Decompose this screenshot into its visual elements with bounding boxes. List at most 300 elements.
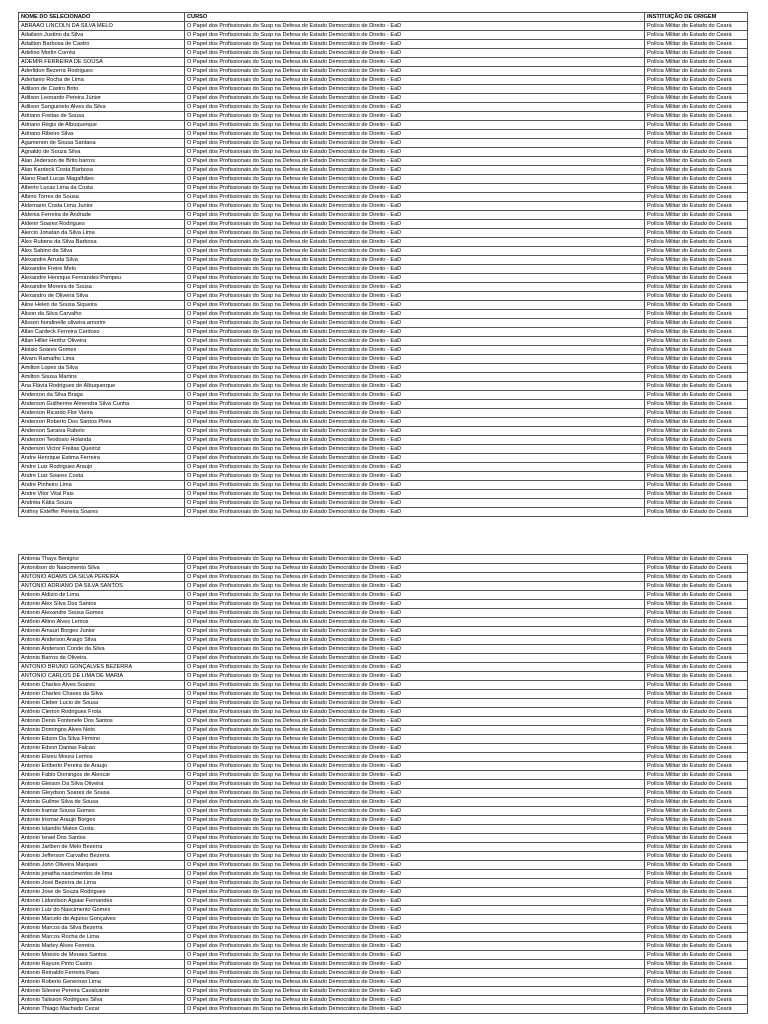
table-row [19, 40, 748, 49]
table-row [19, 564, 748, 573]
table-row [19, 76, 748, 85]
header-instituicao: INSTITUIÇÃO DE ORIGEM [645, 13, 748, 22]
cell-instituicao: Polícia Militar do Estado do Ceará [645, 121, 748, 130]
cell-curso: O Papel dos Profissionais do Susp na Defesa do Estado Democrático de Direito - EaD [185, 409, 645, 418]
cell-curso: O Papel dos Profissionais do Susp na Defesa do Estado Democrático de Direito - EaD [185, 265, 645, 274]
cell-nome: Antonio Talisson Rodrigues Silva [19, 996, 185, 1005]
table-row [19, 762, 748, 771]
cell-instituicao: Polícia Militar do Estado do Ceará [645, 924, 748, 933]
cell-nome: Antonio Alex Silva Dos Santos [19, 600, 185, 609]
cell-curso: O Papel dos Profissionais do Susp na Defesa do Estado Democrático de Direito - EaD [185, 94, 645, 103]
table-row [19, 645, 748, 654]
table-row [19, 582, 748, 591]
cell-instituicao: Polícia Militar do Estado do Ceará [645, 582, 748, 591]
cell-instituicao: Polícia Militar do Estado do Ceará [645, 618, 748, 627]
table-row [19, 58, 748, 67]
cell-instituicao: Polícia Militar do Estado do Ceará [645, 573, 748, 582]
cell-instituicao: Polícia Militar do Estado do Ceará [645, 933, 748, 942]
cell-instituicao: Polícia Militar do Estado do Ceará [645, 472, 748, 481]
table-row [19, 816, 748, 825]
table-row [19, 699, 748, 708]
cell-curso: O Papel dos Profissionais do Susp na Defesa do Estado Democrático de Direito - EaD [185, 987, 645, 996]
cell-curso: O Papel dos Profissionais do Susp na Defesa do Estado Democrático de Direito - EaD [185, 238, 645, 247]
cell-nome: Antônio Altino Alves Lemos [19, 618, 185, 627]
cell-nome: Alvaro Ramalho Lima [19, 355, 185, 364]
cell-instituicao: Polícia Militar do Estado do Ceará [645, 798, 748, 807]
cell-nome: Alercio Jonatan da Silva Lima [19, 229, 185, 238]
cell-instituicao: Polícia Militar do Estado do Ceará [645, 373, 748, 382]
table-row [19, 157, 748, 166]
cell-curso: O Papel dos Profissionais do Susp na Defesa do Estado Democrático de Direito - EaD [185, 924, 645, 933]
cell-instituicao: Polícia Militar do Estado do Ceará [645, 445, 748, 454]
cell-nome: Antonio Thiago Machado Cezar [19, 1005, 185, 1014]
cell-instituicao: Polícia Militar do Estado do Ceará [645, 148, 748, 157]
cell-nome: Adriano Ribeiro Silva [19, 130, 185, 139]
cell-curso: O Papel dos Profissionais do Susp na Defesa do Estado Democrático de Direito - EaD [185, 879, 645, 888]
cell-instituicao: Polícia Militar do Estado do Ceará [645, 654, 748, 663]
cell-curso: O Papel dos Profissionais do Susp na Defesa do Estado Democrático de Direito - EaD [185, 472, 645, 481]
cell-instituicao: Polícia Militar do Estado do Ceará [645, 490, 748, 499]
cell-instituicao: Polícia Militar do Estado do Ceará [645, 861, 748, 870]
cell-curso: O Papel dos Profissionais do Susp na Defesa do Estado Democrático de Direito - EaD [185, 744, 645, 753]
cell-curso: O Papel dos Profissionais do Susp na Defesa do Estado Democrático de Direito - EaD [185, 121, 645, 130]
cell-instituicao: Polícia Militar do Estado do Ceará [645, 256, 748, 265]
cell-nome: Aldenir Soares Rodrigues [19, 220, 185, 229]
table-row [19, 130, 748, 139]
cell-nome: Alisson hondinelle oliveira amorim [19, 319, 185, 328]
cell-nome: Antonio Charles Chaves da Silva [19, 690, 185, 699]
cell-instituicao: Polícia Militar do Estado do Ceará [645, 85, 748, 94]
cell-curso: O Papel dos Profissionais do Susp na Defesa do Estado Democrático de Direito - EaD [185, 654, 645, 663]
cell-curso: O Papel dos Profissionais do Susp na Defesa do Estado Democrático de Direito - EaD [185, 843, 645, 852]
cell-instituicao: Polícia Militar do Estado do Ceará [645, 771, 748, 780]
cell-nome: Adriano Régis de Albuquerque [19, 121, 185, 130]
cell-nome: ANTONIO BRUNO GONÇALVES BEZERRA [19, 663, 185, 672]
cell-nome: Antonio Edson Dantas Falcao [19, 744, 185, 753]
cell-curso: O Papel dos Profissionais do Susp na Defesa do Estado Democrático de Direito - EaD [185, 717, 645, 726]
cell-curso: O Papel dos Profissionais do Susp na Defesa do Estado Democrático de Direito - EaD [185, 699, 645, 708]
cell-curso: O Papel dos Profissionais do Susp na Defesa do Estado Democrático de Direito - EaD [185, 328, 645, 337]
table-row [19, 337, 748, 346]
cell-curso: O Papel dos Profissionais do Susp na Defesa do Estado Democrático de Direito - EaD [185, 555, 645, 564]
cell-nome: Alano Rael Lucas Magalhães [19, 175, 185, 184]
table-row [19, 915, 748, 924]
cell-instituicao: Polícia Militar do Estado do Ceará [645, 40, 748, 49]
cell-nome: Antonio Marcos da Silva Bezerra [19, 924, 185, 933]
cell-instituicao: Polícia Militar do Estado do Ceará [645, 906, 748, 915]
cell-nome: Antonio Alexandre Sousa Gomes [19, 609, 185, 618]
cell-nome: Anderson Guilherme Almendra Silva Cunha [19, 400, 185, 409]
cell-instituicao: Polícia Militar do Estado do Ceará [645, 897, 748, 906]
table-row [19, 67, 748, 76]
cell-curso: O Papel dos Profissionais do Susp na Defesa do Estado Democrático de Direito - EaD [185, 978, 645, 987]
table-row [19, 690, 748, 699]
cell-nome: Alexandre Henrique Fernandes Pompeu [19, 274, 185, 283]
cell-curso: O Papel dos Profissionais do Susp na Defesa do Estado Democrático de Direito - EaD [185, 130, 645, 139]
table-row [19, 825, 748, 834]
cell-curso: O Papel dos Profissionais do Susp na Defesa do Estado Democrático de Direito - EaD [185, 220, 645, 229]
cell-curso: O Papel dos Profissionais do Susp na Defesa do Estado Democrático de Direito - EaD [185, 771, 645, 780]
cell-nome: Alan Jederson de Brito barros [19, 157, 185, 166]
cell-instituicao: Polícia Militar do Estado do Ceará [645, 753, 748, 762]
cell-nome: Anderson Saraiva Rabelo [19, 427, 185, 436]
table-row [19, 265, 748, 274]
cell-curso: O Papel dos Profissionais do Susp na Defesa do Estado Democrático de Direito - EaD [185, 148, 645, 157]
cell-nome: Anderson Roberto Dos Santos Pires [19, 418, 185, 427]
header-curso: CURSO [185, 13, 645, 22]
table-row [19, 888, 748, 897]
table-row [19, 942, 748, 951]
cell-nome: Antonio Luiz do Nascimento Gomes [19, 906, 185, 915]
cell-curso: O Papel dos Profissionais do Susp na Defesa do Estado Democrático de Direito - EaD [185, 157, 645, 166]
selected-list-table-2 [18, 554, 748, 1014]
cell-instituicao: Polícia Militar do Estado do Ceará [645, 942, 748, 951]
cell-nome: Antonio Roberio Generoso Lima [19, 978, 185, 987]
cell-instituicao: Polícia Militar do Estado do Ceará [645, 337, 748, 346]
table-row [19, 481, 748, 490]
cell-nome: ANTONIO ADAMS DA SILVA PEREIRA [19, 573, 185, 582]
table-row [19, 373, 748, 382]
cell-nome: Antonio Edson Da Silva Firmino [19, 735, 185, 744]
cell-curso: O Papel dos Profissionais do Susp na Defesa do Estado Democrático de Direito - EaD [185, 618, 645, 627]
cell-nome: Antonio Fabio Domingos de Alencar [19, 771, 185, 780]
cell-nome: Alan Kardeck Costa Barbosa [19, 166, 185, 175]
cell-nome: Andréia Kátia Souza [19, 499, 185, 508]
cell-instituicao: Polícia Militar do Estado do Ceará [645, 807, 748, 816]
cell-curso: O Papel dos Profissionais do Susp na Defesa do Estado Democrático de Direito - EaD [185, 292, 645, 301]
cell-instituicao: Polícia Militar do Estado do Ceará [645, 816, 748, 825]
table-row [19, 933, 748, 942]
cell-instituicao: Polícia Militar do Estado do Ceará [645, 319, 748, 328]
table-row [19, 870, 748, 879]
cell-nome: Agnaldo de Souza Silva [19, 148, 185, 157]
table-row [19, 924, 748, 933]
cell-nome: Aldenia Ferreira de Andrade [19, 211, 185, 220]
cell-curso: O Papel dos Profissionais do Susp na Defesa do Estado Democrático de Direito - EaD [185, 870, 645, 879]
cell-instituicao: Polícia Militar do Estado do Ceará [645, 274, 748, 283]
cell-instituicao: Polícia Militar do Estado do Ceará [645, 699, 748, 708]
table-row [19, 717, 748, 726]
cell-nome: Antonio Charles Alves Soares [19, 681, 185, 690]
cell-curso: O Papel dos Profissionais do Susp na Defesa do Estado Democrático de Direito - EaD [185, 942, 645, 951]
cell-instituicao: Polícia Militar do Estado do Ceará [645, 843, 748, 852]
cell-curso: O Papel dos Profissionais do Susp na Defesa do Estado Democrático de Direito - EaD [185, 681, 645, 690]
cell-instituicao: Polícia Militar do Estado do Ceará [645, 436, 748, 445]
cell-nome: Antonio Irismar Araujo Borges [19, 816, 185, 825]
cell-instituicao: Polícia Militar do Estado do Ceará [645, 960, 748, 969]
cell-curso: O Papel dos Profissionais do Susp na Defesa do Estado Democrático de Direito - EaD [185, 582, 645, 591]
table-row [19, 627, 748, 636]
cell-nome: ANTONIO ADRIANO DA SILVA SANTOS [19, 582, 185, 591]
cell-nome: Antonio Aldizio de Lima [19, 591, 185, 600]
cell-curso: O Papel dos Profissionais do Susp na Defesa do Estado Democrático de Direito - EaD [185, 58, 645, 67]
cell-curso: O Papel dos Profissionais do Susp na Defesa do Estado Democrático de Direito - EaD [185, 1005, 645, 1014]
cell-curso: O Papel dos Profissionais do Susp na Defesa do Estado Democrático de Direito - EaD [185, 229, 645, 238]
table-row [19, 672, 748, 681]
table-row [19, 753, 748, 762]
table-row [19, 708, 748, 717]
cell-curso: O Papel dos Profissionais do Susp na Defesa do Estado Democrático de Direito - EaD [185, 861, 645, 870]
cell-nome: Albino Torres de Sousa [19, 193, 185, 202]
cell-nome: Aderildon Bezerra Rodrigues [19, 67, 185, 76]
cell-nome: Antonio Jarlben de Melo Bezerra [19, 843, 185, 852]
cell-nome: Adailson Justino da Silva [19, 31, 185, 40]
cell-instituicao: Polícia Militar do Estado do Ceará [645, 1005, 748, 1014]
cell-nome: Antonio Rayure Pinto Castro [19, 960, 185, 969]
cell-nome: Antonio Islandio Matos Costa [19, 825, 185, 834]
cell-nome: Anderson Ricardo Flor Vieira [19, 409, 185, 418]
cell-nome: Antonio Elizeu Moura Lemos [19, 753, 185, 762]
cell-curso: O Papel dos Profissionais do Susp na Defesa do Estado Democrático de Direito - EaD [185, 445, 645, 454]
cell-curso: O Papel dos Profissionais do Susp na Defesa do Estado Democrático de Direito - EaD [185, 454, 645, 463]
table-row [19, 418, 748, 427]
cell-curso: O Papel dos Profissionais do Susp na Defesa do Estado Democrático de Direito - EaD [185, 807, 645, 816]
table-row [19, 121, 748, 130]
table-row [19, 445, 748, 454]
cell-nome: Antônio Marcos Rocha de Lima [19, 933, 185, 942]
cell-curso: O Papel dos Profissionais do Susp na Defesa do Estado Democrático de Direito - EaD [185, 319, 645, 328]
cell-curso: O Papel dos Profissionais do Susp na Defesa do Estado Democrático de Direito - EaD [185, 436, 645, 445]
table-row [19, 85, 748, 94]
cell-nome: Amilton Lopes da Silva [19, 364, 185, 373]
table-row [19, 555, 748, 564]
cell-instituicao: Polícia Militar do Estado do Ceará [645, 112, 748, 121]
cell-nome: Antonio Reinaldo Ferreira Paes [19, 969, 185, 978]
cell-curso: O Papel dos Profissionais do Susp na Defesa do Estado Democrático de Direito - EaD [185, 564, 645, 573]
cell-nome: Antonio jonatha nascimentos de lima [19, 870, 185, 879]
table-row [19, 978, 748, 987]
cell-curso: O Papel dos Profissionais do Susp na Defesa do Estado Democrático de Direito - EaD [185, 112, 645, 121]
cell-nome: Anderson da Silva Braga [19, 391, 185, 400]
cell-instituicao: Polícia Militar do Estado do Ceará [645, 238, 748, 247]
table-row [19, 472, 748, 481]
cell-nome: Aldemario Costa Lima Junior [19, 202, 185, 211]
cell-nome: Antonio Israel Dos Santos [19, 834, 185, 843]
cell-nome: Andre Henrique Estima Ferreira [19, 454, 185, 463]
cell-instituicao: Polícia Militar do Estado do Ceará [645, 564, 748, 573]
cell-nome: Alex Sabino da Silva [19, 247, 185, 256]
table-row [19, 148, 748, 157]
table-row [19, 400, 748, 409]
table-row [19, 499, 748, 508]
table-row [19, 49, 748, 58]
cell-curso: O Papel dos Profissionais do Susp na Defesa do Estado Democrático de Direito - EaD [185, 825, 645, 834]
cell-nome: Antonio Sileone Pereira Cavalcante [19, 987, 185, 996]
cell-nome: Alexandre Moreira de Sousa [19, 283, 185, 292]
table-row [19, 283, 748, 292]
table-row [19, 780, 748, 789]
cell-curso: O Papel dos Profissionais do Susp na Defesa do Estado Democrático de Direito - EaD [185, 103, 645, 112]
table-row [19, 238, 748, 247]
table-row [19, 618, 748, 627]
cell-curso: O Papel dos Profissionais do Susp na Defesa do Estado Democrático de Direito - EaD [185, 627, 645, 636]
table-row [19, 94, 748, 103]
table-row [19, 789, 748, 798]
table-row [19, 681, 748, 690]
cell-instituicao: Polícia Militar do Estado do Ceará [645, 94, 748, 103]
table-row [19, 274, 748, 283]
cell-curso: O Papel dos Profissionais do Susp na Defesa do Estado Democrático de Direito - EaD [185, 31, 645, 40]
cell-nome: Antonilson do Nascimento Silva [19, 564, 185, 573]
cell-nome: Anderson Teodosio Holanda [19, 436, 185, 445]
table-row [19, 969, 748, 978]
cell-nome: Antonio Denis Fontenele Dos Santos [19, 717, 185, 726]
cell-instituicao: Polícia Militar do Estado do Ceará [645, 76, 748, 85]
cell-nome: Antonio Erilberto Pereira de Araujo [19, 762, 185, 771]
cell-curso: O Papel dos Profissionais do Susp na Defesa do Estado Democrático de Direito - EaD [185, 202, 645, 211]
cell-nome: Aline Helen de Sousa Siqueira [19, 301, 185, 310]
cell-nome: Allan Hiller Herthz Oliveira [19, 337, 185, 346]
cell-curso: O Papel dos Profissionais do Susp na Defesa do Estado Democrático de Direito - EaD [185, 888, 645, 897]
table-row [19, 573, 748, 582]
cell-curso: O Papel dos Profissionais do Susp na Defesa do Estado Democrático de Direito - EaD [185, 355, 645, 364]
cell-curso: O Papel dos Profissionais do Susp na Defesa do Estado Democrático de Direito - EaD [185, 310, 645, 319]
cell-instituicao: Polícia Militar do Estado do Ceará [645, 31, 748, 40]
cell-instituicao: Polícia Militar do Estado do Ceará [645, 301, 748, 310]
table-row [19, 490, 748, 499]
cell-instituicao: Polícia Militar do Estado do Ceará [645, 175, 748, 184]
cell-nome: Antonio Gleison Da Silva Oliveira [19, 780, 185, 789]
table-row [19, 292, 748, 301]
table-row [19, 382, 748, 391]
cell-instituicao: Polícia Militar do Estado do Ceará [645, 247, 748, 256]
cell-instituicao: Polícia Militar do Estado do Ceará [645, 382, 748, 391]
table-body-2 [19, 555, 748, 1014]
cell-curso: O Papel dos Profissionais do Susp na Defesa do Estado Democrático de Direito - EaD [185, 690, 645, 699]
table-row [19, 409, 748, 418]
cell-curso: O Papel dos Profissionais do Susp na Defesa do Estado Democrático de Direito - EaD [185, 906, 645, 915]
header-nome: NOME DO SELECIONADO [19, 13, 185, 22]
cell-instituicao: Polícia Militar do Estado do Ceará [645, 58, 748, 67]
table-body-1 [19, 22, 748, 517]
cell-instituicao: Polícia Militar do Estado do Ceará [645, 951, 748, 960]
cell-nome: Antonio Lidonilson Aguiar Fernandes [19, 897, 185, 906]
cell-instituicao: Polícia Militar do Estado do Ceará [645, 591, 748, 600]
cell-instituicao: Polícia Militar do Estado do Ceará [645, 636, 748, 645]
cell-nome: Antonio Jefferson Carvalho Bezerra [19, 852, 185, 861]
cell-instituicao: Polícia Militar do Estado do Ceará [645, 735, 748, 744]
cell-nome: Alexandre Freire Melo [19, 265, 185, 274]
cell-instituicao: Polícia Militar do Estado do Ceará [645, 22, 748, 31]
cell-instituicao: Polícia Militar do Estado do Ceará [645, 103, 748, 112]
cell-curso: O Papel dos Profissionais do Susp na Defesa do Estado Democrático de Direito - EaD [185, 40, 645, 49]
table-row [19, 798, 748, 807]
table-row [19, 139, 748, 148]
table-row [19, 436, 748, 445]
cell-nome: Antonia Thays Benigno [19, 555, 185, 564]
cell-nome: Antonio Moesio de Moraes Santos [19, 951, 185, 960]
cell-curso: O Papel dos Profissionais do Susp na Defesa do Estado Democrático de Direito - EaD [185, 591, 645, 600]
cell-nome: Allan Cardeck Ferreira Cardoso [19, 328, 185, 337]
cell-curso: O Papel dos Profissionais do Susp na Defesa do Estado Democrático de Direito - EaD [185, 933, 645, 942]
cell-instituicao: Polícia Militar do Estado do Ceará [645, 463, 748, 472]
cell-curso: O Papel dos Profissionais do Susp na Defesa do Estado Democrático de Direito - EaD [185, 175, 645, 184]
cell-instituicao: Polícia Militar do Estado do Ceará [645, 409, 748, 418]
cell-instituicao: Polícia Militar do Estado do Ceará [645, 220, 748, 229]
cell-nome: Adilson Sanguineto Alves da Silva [19, 103, 185, 112]
cell-curso: O Papel dos Profissionais do Susp na Defesa do Estado Democrático de Direito - EaD [185, 951, 645, 960]
cell-curso: O Papel dos Profissionais do Susp na Defesa do Estado Democrático de Direito - EaD [185, 600, 645, 609]
cell-nome: Antonio Gleydson Soares de Sousa [19, 789, 185, 798]
cell-nome: Alexandre Arruda Silva [19, 256, 185, 265]
cell-nome: Antonio Jose de Souza Rodrigues [19, 888, 185, 897]
cell-nome: Alberto Lucas Lima da Costa [19, 184, 185, 193]
cell-instituicao: Polícia Militar do Estado do Ceará [645, 627, 748, 636]
cell-curso: O Papel dos Profissionais do Susp na Defesa do Estado Democrático de Direito - EaD [185, 67, 645, 76]
cell-curso: O Papel dos Profissionais do Susp na Defesa do Estado Democrático de Direito - EaD [185, 490, 645, 499]
cell-nome: Andre Pinheiro Lima [19, 481, 185, 490]
cell-curso: O Papel dos Profissionais do Susp na Defesa do Estado Democrático de Direito - EaD [185, 508, 645, 517]
cell-curso: O Papel dos Profissionais do Susp na Defesa do Estado Democrático de Direito - EaD [185, 211, 645, 220]
table-row [19, 229, 748, 238]
cell-instituicao: Polícia Militar do Estado do Ceará [645, 852, 748, 861]
table-row [19, 427, 748, 436]
cell-curso: O Papel dos Profissionais do Susp na Defesa do Estado Democrático de Direito - EaD [185, 463, 645, 472]
cell-curso: O Papel dos Profissionais do Susp na Defesa do Estado Democrático de Direito - EaD [185, 364, 645, 373]
table-block-2 [18, 554, 747, 1014]
cell-instituicao: Polícia Militar do Estado do Ceará [645, 139, 748, 148]
table-row [19, 636, 748, 645]
cell-curso: O Papel dos Profissionais do Susp na Defesa do Estado Democrático de Direito - EaD [185, 780, 645, 789]
cell-instituicao: Polícia Militar do Estado do Ceará [645, 130, 748, 139]
cell-curso: O Papel dos Profissionais do Susp na Defesa do Estado Democrático de Direito - EaD [185, 672, 645, 681]
cell-instituicao: Polícia Militar do Estado do Ceará [645, 672, 748, 681]
cell-instituicao: Polícia Militar do Estado do Ceará [645, 499, 748, 508]
table-row [19, 987, 748, 996]
cell-curso: O Papel dos Profissionais do Susp na Defesa do Estado Democrático de Direito - EaD [185, 609, 645, 618]
cell-curso: O Papel dos Profissionais do Susp na Defesa do Estado Democrático de Direito - EaD [185, 735, 645, 744]
table-row [19, 463, 748, 472]
table-row [19, 726, 748, 735]
table-row [19, 103, 748, 112]
cell-instituicao: Polícia Militar do Estado do Ceará [645, 346, 748, 355]
table-row [19, 861, 748, 870]
cell-instituicao: Polícia Militar do Estado do Ceará [645, 265, 748, 274]
cell-nome: Antonio Anderson Araujo Silva [19, 636, 185, 645]
cell-curso: O Papel dos Profissionais do Susp na Defesa do Estado Democrático de Direito - EaD [185, 852, 645, 861]
cell-nome: Andre Luiz Soares Costa [19, 472, 185, 481]
cell-instituicao: Polícia Militar do Estado do Ceará [645, 49, 748, 58]
cell-instituicao: Polícia Militar do Estado do Ceará [645, 211, 748, 220]
cell-curso: O Papel dos Profissionais do Susp na Defesa do Estado Democrático de Direito - EaD [185, 726, 645, 735]
table-row [19, 355, 748, 364]
cell-curso: O Papel dos Profissionais do Susp na Defesa do Estado Democrático de Direito - EaD [185, 996, 645, 1005]
cell-instituicao: Polícia Militar do Estado do Ceará [645, 508, 748, 517]
cell-nome: Antonio José Bezerra de Lima [19, 879, 185, 888]
table-row [19, 663, 748, 672]
cell-nome: Antônio John Oliveira Marques [19, 861, 185, 870]
table-row [19, 996, 748, 1005]
cell-instituicao: Polícia Militar do Estado do Ceará [645, 427, 748, 436]
table-row [19, 654, 748, 663]
cell-nome: ABRAAO LINCOLN DA SILVA MELO [19, 22, 185, 31]
cell-instituicao: Polícia Militar do Estado do Ceará [645, 870, 748, 879]
cell-curso: O Papel dos Profissionais do Susp na Defesa do Estado Democrático de Direito - EaD [185, 391, 645, 400]
cell-curso: O Papel dos Profissionais do Susp na Defesa do Estado Democrático de Direito - EaD [185, 301, 645, 310]
table-row [19, 166, 748, 175]
selected-list-table-1 [18, 12, 748, 517]
cell-nome: Adilson de Castro Brito [19, 85, 185, 94]
cell-nome: Aderlanio Rocha de Lima [19, 76, 185, 85]
cell-instituicao: Polícia Militar do Estado do Ceará [645, 555, 748, 564]
table-row [19, 508, 748, 517]
table-row [19, 193, 748, 202]
cell-instituicao: Polícia Militar do Estado do Ceará [645, 996, 748, 1005]
table-row [19, 319, 748, 328]
cell-instituicao: Polícia Militar do Estado do Ceará [645, 292, 748, 301]
cell-curso: O Papel dos Profissionais do Susp na Defesa do Estado Democrático de Direito - EaD [185, 834, 645, 843]
table-row [19, 202, 748, 211]
